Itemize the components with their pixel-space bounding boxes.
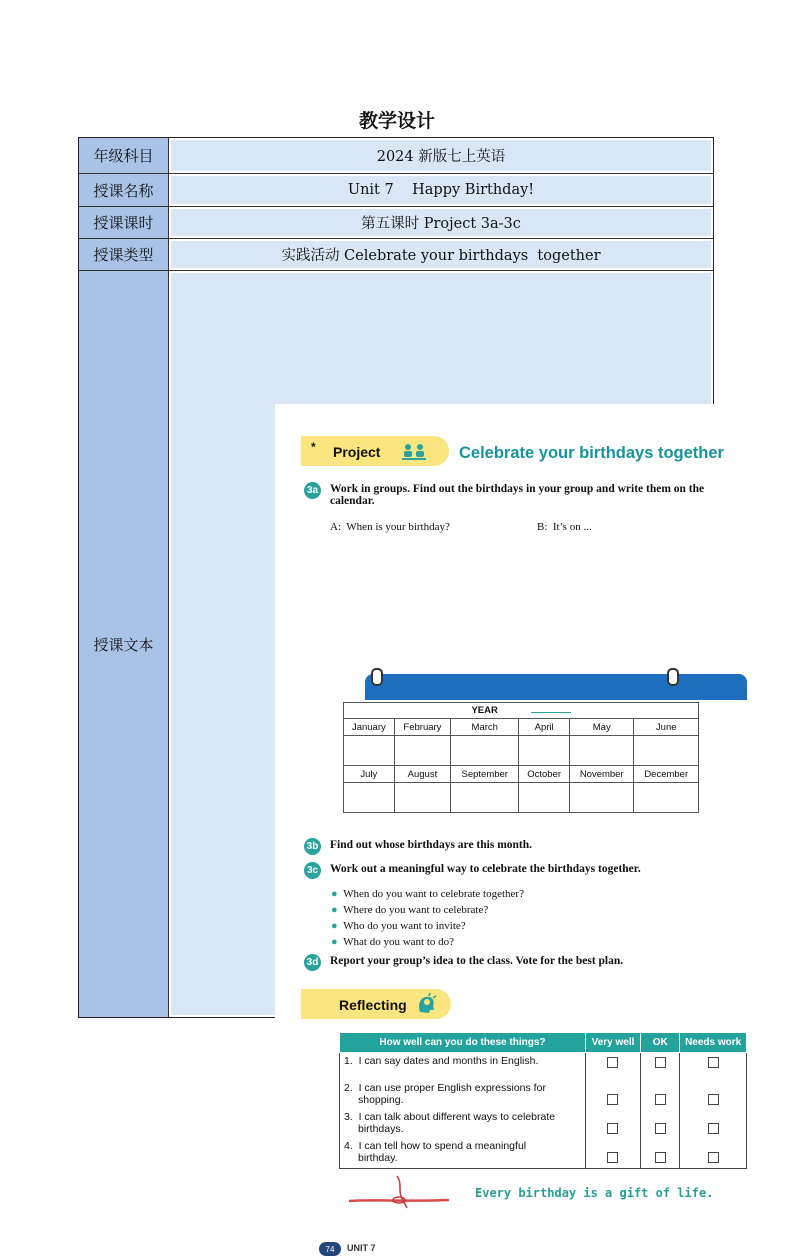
lesson-info-table	[78, 137, 742, 1254]
month-row-2	[344, 766, 699, 783]
textbook-page	[275, 404, 794, 1254]
checkbox-needs-work[interactable]	[708, 1057, 719, 1068]
bullet-item: ● Where do you want to celebrate?	[331, 904, 489, 916]
task-3a-line2: calendar.	[330, 495, 375, 507]
row-value: Unit 7 Happy Birthday!	[169, 174, 713, 206]
task-badge-3c: 3c	[304, 862, 321, 879]
row-lesson-period	[79, 207, 713, 239]
year-label: YEAR	[471, 705, 498, 716]
month-row-1	[344, 719, 699, 736]
reflect-header: OK	[641, 1033, 680, 1053]
checkbox-ok[interactable]	[655, 1152, 666, 1163]
row-label: 授课类型	[79, 239, 169, 270]
page-number-badge: 74	[319, 1242, 341, 1256]
project-heading: Celebrate your birthdays together	[459, 444, 724, 462]
task-3c-text: Work out a meaningful way to celebrate the birthdays together.	[330, 863, 641, 875]
asterisk-mark: *	[311, 440, 316, 454]
reflect-item: 1. I can say dates and months in English.	[344, 1055, 539, 1067]
checkbox-very-well[interactable]	[607, 1152, 618, 1163]
footer-unit-label: UNIT 7	[347, 1243, 376, 1253]
month-cell: September	[451, 766, 519, 783]
reflect-row	[340, 1053, 747, 1082]
checkbox-very-well[interactable]	[607, 1123, 618, 1134]
bullet-item: ● Who do you want to invite?	[331, 920, 466, 932]
month-cell: April	[519, 719, 570, 736]
reflect-header: How well can you do these things?	[340, 1033, 586, 1053]
task-badge-3a: 3a	[304, 482, 321, 499]
row-label: 授课文本	[79, 271, 169, 1017]
month-cell: October	[519, 766, 570, 783]
thinking-head-icon	[416, 992, 438, 1016]
row-value: 2024 新版七上英语	[169, 138, 713, 173]
task-badge-3b: 3b	[304, 838, 321, 855]
reflect-header: Needs work	[680, 1033, 747, 1053]
dialogue-a: A: When is your birthday?	[330, 521, 450, 533]
motto-text: Every birthday is a gift of life.	[475, 1186, 714, 1200]
ribbon-decoration-icon	[345, 1174, 455, 1214]
reflect-row	[340, 1111, 747, 1140]
blank-row	[344, 736, 699, 766]
task-3c-bullets	[331, 886, 524, 950]
row-label: 授课课时	[79, 207, 169, 238]
row-lesson-text	[79, 271, 742, 1254]
month-cell: July	[344, 766, 395, 783]
task-3a-line1: Work in groups. Find out the birthdays in your group and write them on the	[330, 483, 705, 495]
task-3a-text	[330, 483, 730, 507]
month-cell: May	[569, 719, 633, 736]
bullet-item: ● When do you want to celebrate together?	[331, 888, 524, 900]
month-cell: November	[569, 766, 633, 783]
blank-row	[344, 783, 699, 813]
task-3b-text: Find out whose birthdays are this month.	[330, 839, 533, 851]
reflect-item: 4. I can tell how to spend a meaningful birthday.	[344, 1139, 527, 1164]
reflecting-table	[339, 1032, 747, 1169]
task-3d-text: Report your group’s idea to the class. Vote for the best plan.	[330, 955, 624, 967]
reflecting-label: Reflecting	[339, 997, 407, 1013]
month-cell: January	[344, 719, 395, 736]
reflect-item: 3. I can talk about different ways to celebrate birthdays.	[344, 1110, 556, 1135]
row-value: 第五课时 Project 3a-3c	[169, 207, 713, 238]
calendar-header-bar	[365, 674, 747, 700]
dialogue-b: B: It’s on ...	[537, 521, 592, 533]
row-lesson-name	[79, 174, 713, 207]
checkbox-ok[interactable]	[655, 1094, 666, 1105]
checkbox-ok[interactable]	[655, 1123, 666, 1134]
row-grade-subject	[79, 138, 713, 174]
document-title: 教学设计	[358, 110, 435, 132]
month-cell: August	[394, 766, 450, 783]
calendar	[343, 702, 699, 813]
project-label: Project	[333, 444, 381, 460]
checkbox-needs-work[interactable]	[708, 1094, 719, 1105]
row-lesson-type	[79, 239, 713, 271]
month-cell: June	[634, 719, 699, 736]
bullet-item: ● What do you want to do?	[331, 936, 455, 948]
reflect-row	[340, 1082, 747, 1111]
reflect-header: Very well	[585, 1033, 640, 1053]
month-cell: February	[394, 719, 450, 736]
task-badge-3d: 3d	[304, 954, 321, 971]
group-people-icon	[401, 442, 427, 462]
checkbox-ok[interactable]	[655, 1057, 666, 1068]
checkbox-very-well[interactable]	[607, 1057, 618, 1068]
reflect-row	[340, 1140, 747, 1169]
calendar-ring-icon	[667, 668, 679, 686]
month-cell: December	[634, 766, 699, 783]
calendar-ring-icon	[371, 668, 383, 686]
row-label: 授课名称	[79, 174, 169, 206]
reflect-item: 2. I can use proper English expressions for shopping.	[344, 1081, 546, 1106]
row-value: 实践活动 Celebrate your birthdays together	[169, 239, 713, 270]
checkbox-very-well[interactable]	[607, 1094, 618, 1105]
row-value-textbook-area	[169, 271, 742, 1254]
calendar-year-cell	[344, 703, 699, 719]
checkbox-needs-work[interactable]	[708, 1123, 719, 1134]
checkbox-needs-work[interactable]	[708, 1152, 719, 1163]
row-label: 年级科目	[79, 138, 169, 173]
month-cell: March	[451, 719, 519, 736]
year-blank	[531, 712, 571, 713]
